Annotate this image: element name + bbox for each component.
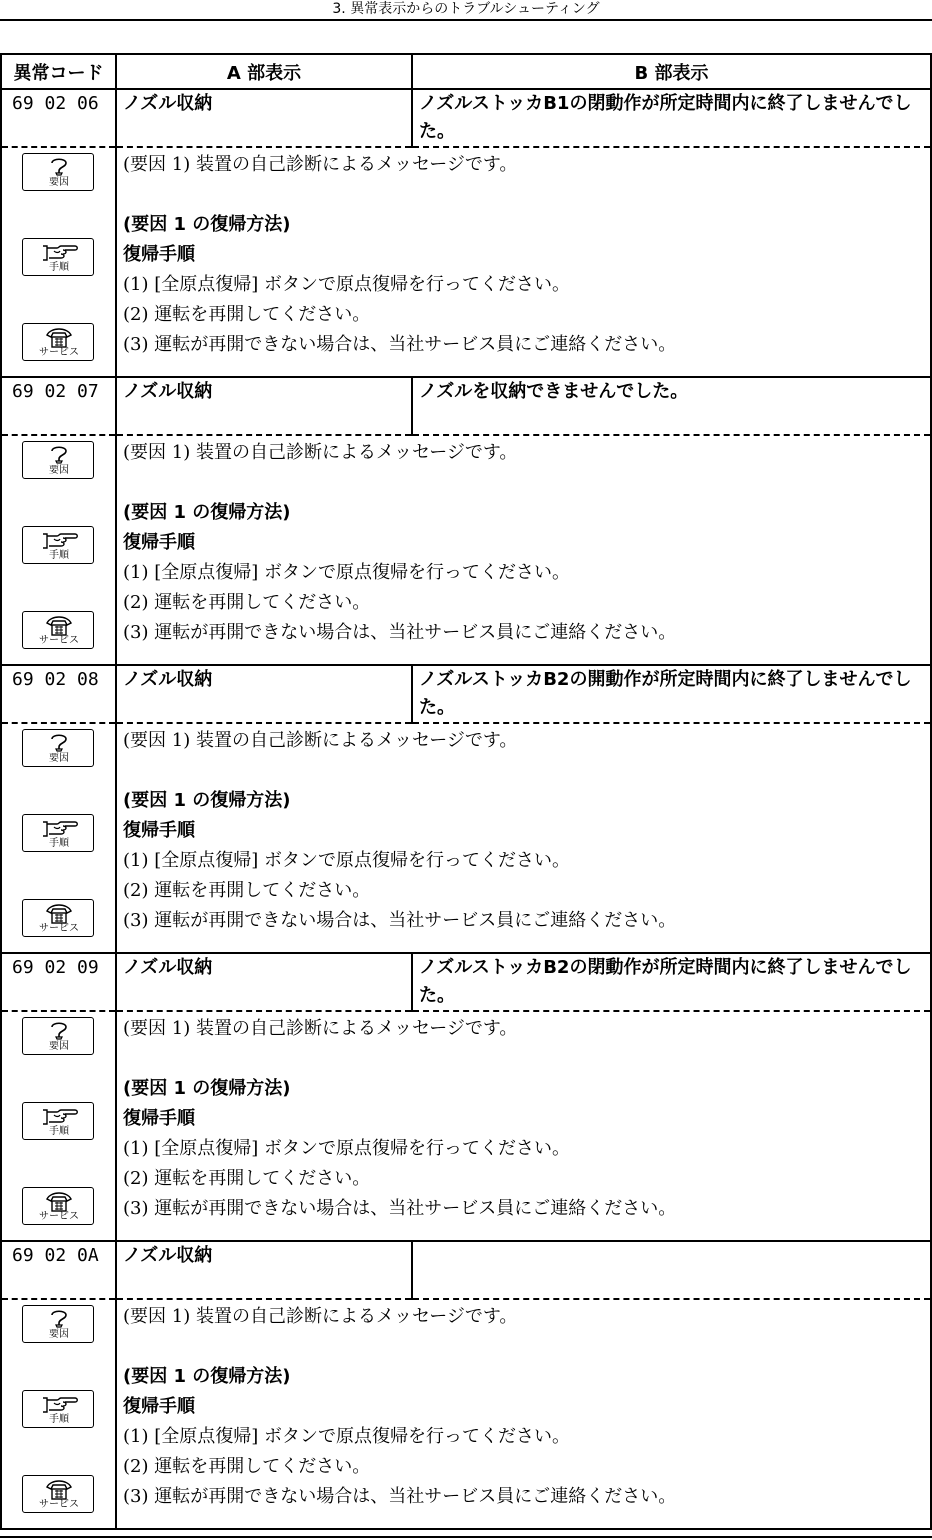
cause-icon [22,1305,94,1343]
b-display-text: ノズルストッカB2の開動作が所定時間内に終了しませんでした。 [412,665,931,723]
error-code-table [0,53,932,1530]
detail-text [117,1300,930,1512]
telephone-icon [23,1477,95,1501]
procedure-heading: 復帰手順 [123,1396,195,1417]
spacer [123,1044,930,1074]
service-icon-label: サービス [39,635,79,646]
cause-icon [22,441,94,479]
page-title: 3. 異常表示からのトラブルシューティング [332,1,600,17]
icon-column [1,723,116,953]
telephone-icon [23,613,95,637]
step-item: (3) 運転が再開できない場合は、当社サービス員にご連絡ください。 [123,1198,677,1219]
pointing-hand-icon [23,1104,95,1128]
procedure-heading: 復帰手順 [123,244,195,265]
error-entry-detail-row [1,147,931,377]
icon-column [1,1011,116,1241]
pointing-hand-icon [23,240,95,264]
error-entry-detail-row [1,1299,931,1529]
recovery-heading: (要因 1 の復帰方法) [123,1078,291,1099]
step-item: (2) 運転を再開してください。 [123,880,371,901]
spacer [123,180,930,210]
service-icon-label: サービス [39,1499,79,1510]
error-code: 69 02 09 [1,953,116,1011]
question-mark-icon [23,155,95,179]
error-entry-header-row [1,665,931,723]
a-display-text: ノズル収納 [116,89,412,147]
cause-icon-label: 要因 [49,177,69,188]
page-header [0,0,932,21]
recovery-heading: (要因 1 の復帰方法) [123,790,291,811]
column-header-b-display: B 部表示 [412,54,931,89]
cause-icon-label: 要因 [49,753,69,764]
steps-icon [22,1102,94,1140]
detail-cell [116,723,931,953]
icon-column [1,1299,116,1529]
steps-icon-label: 手順 [49,1126,69,1137]
steps-icon-label: 手順 [49,1414,69,1425]
telephone-icon [23,1189,95,1213]
error-entry-header-row [1,377,931,435]
detail-text [117,148,930,360]
b-display-text: ノズルストッカB2の閉動作が所定時間内に終了しませんでした。 [412,953,931,1011]
step-item: (3) 運転が再開できない場合は、当社サービス員にご連絡ください。 [123,910,677,931]
steps-icon [22,526,94,564]
step-item: (1) [全原点復帰] ボタンで原点復帰を行ってください。 [123,274,570,295]
step-item: (3) 運転が再開できない場合は、当社サービス員にご連絡ください。 [123,1486,677,1507]
a-display-text: ノズル収納 [116,665,412,723]
error-code: 69 02 08 [1,665,116,723]
cause-text: (要因 1) 装置の自己診断によるメッセージです。 [123,154,518,175]
spacer [123,468,930,498]
step-item: (1) [全原点復帰] ボタンで原点復帰を行ってください。 [123,1426,570,1447]
service-icon [22,323,94,361]
error-code: 69 02 07 [1,377,116,435]
column-header-error-code: 異常コード [1,54,116,89]
error-entry-detail-row [1,723,931,953]
pointing-hand-icon [23,528,95,552]
step-item: (2) 運転を再開してください。 [123,1456,371,1477]
cause-icon [22,1017,94,1055]
error-code: 69 02 0A [1,1241,116,1299]
icon-column [1,147,116,377]
detail-text [117,436,930,648]
step-item: (1) [全原点復帰] ボタンで原点復帰を行ってください。 [123,850,570,871]
telephone-icon [23,901,95,925]
service-icon [22,1187,94,1225]
step-item: (3) 運転が再開できない場合は、当社サービス員にご連絡ください。 [123,334,677,355]
a-display-text: ノズル収納 [116,1241,412,1299]
steps-icon [22,238,94,276]
service-icon-label: サービス [39,347,79,358]
step-item: (1) [全原点復帰] ボタンで原点復帰を行ってください。 [123,1138,570,1159]
error-code: 69 02 06 [1,89,116,147]
service-icon [22,1475,94,1513]
recovery-heading: (要因 1 の復帰方法) [123,502,291,523]
table-header-row [1,54,931,89]
recovery-heading: (要因 1 の復帰方法) [123,214,291,235]
step-item: (2) 運転を再開してください。 [123,592,371,613]
cause-text: (要因 1) 装置の自己診断によるメッセージです。 [123,1306,518,1327]
error-entry-detail-row [1,1011,931,1241]
step-item: (2) 運転を再開してください。 [123,1168,371,1189]
b-display-text: ノズルを収納できませんでした。 [412,377,931,435]
procedure-heading: 復帰手順 [123,820,195,841]
telephone-icon [23,325,95,349]
error-entry-header-row [1,1241,931,1299]
detail-cell [116,1011,931,1241]
detail-cell [116,435,931,665]
cause-icon [22,729,94,767]
column-header-a-display: A 部表示 [116,54,412,89]
detail-cell [116,1299,931,1529]
cause-text: (要因 1) 装置の自己診断によるメッセージです。 [123,730,518,751]
question-mark-icon [23,731,95,755]
b-display-text [412,1241,931,1299]
a-display-text: ノズル収納 [116,377,412,435]
steps-icon-label: 手順 [49,550,69,561]
steps-icon [22,1390,94,1428]
question-mark-icon [23,1307,95,1331]
detail-text [117,724,930,936]
steps-icon [22,814,94,852]
icon-column [1,435,116,665]
b-display-text: ノズルストッカB1の閉動作が所定時間内に終了しませんでした。 [412,89,931,147]
cause-text: (要因 1) 装置の自己診断によるメッセージです。 [123,442,518,463]
cause-icon [22,153,94,191]
service-icon-label: サービス [39,1211,79,1222]
recovery-heading: (要因 1 の復帰方法) [123,1366,291,1387]
service-icon-label: サービス [39,923,79,934]
procedure-heading: 復帰手順 [123,1108,195,1129]
table-body [1,89,931,1529]
service-icon [22,611,94,649]
steps-icon-label: 手順 [49,838,69,849]
step-item: (2) 運転を再開してください。 [123,304,371,325]
procedure-heading: 復帰手順 [123,532,195,553]
cause-icon-label: 要因 [49,1041,69,1052]
cause-icon-label: 要因 [49,465,69,476]
cause-icon-label: 要因 [49,1329,69,1340]
steps-icon-label: 手順 [49,262,69,273]
footer-rule [0,1536,932,1538]
service-icon [22,899,94,937]
step-item: (3) 運転が再開できない場合は、当社サービス員にご連絡ください。 [123,622,677,643]
spacer [123,756,930,786]
pointing-hand-icon [23,1392,95,1416]
error-entry-header-row [1,953,931,1011]
error-entry-detail-row [1,435,931,665]
detail-text [117,1012,930,1224]
detail-cell [116,147,931,377]
cause-text: (要因 1) 装置の自己診断によるメッセージです。 [123,1018,518,1039]
question-mark-icon [23,443,95,467]
question-mark-icon [23,1019,95,1043]
step-item: (1) [全原点復帰] ボタンで原点復帰を行ってください。 [123,562,570,583]
pointing-hand-icon [23,816,95,840]
spacer [123,1332,930,1362]
error-entry-header-row [1,89,931,147]
a-display-text: ノズル収納 [116,953,412,1011]
